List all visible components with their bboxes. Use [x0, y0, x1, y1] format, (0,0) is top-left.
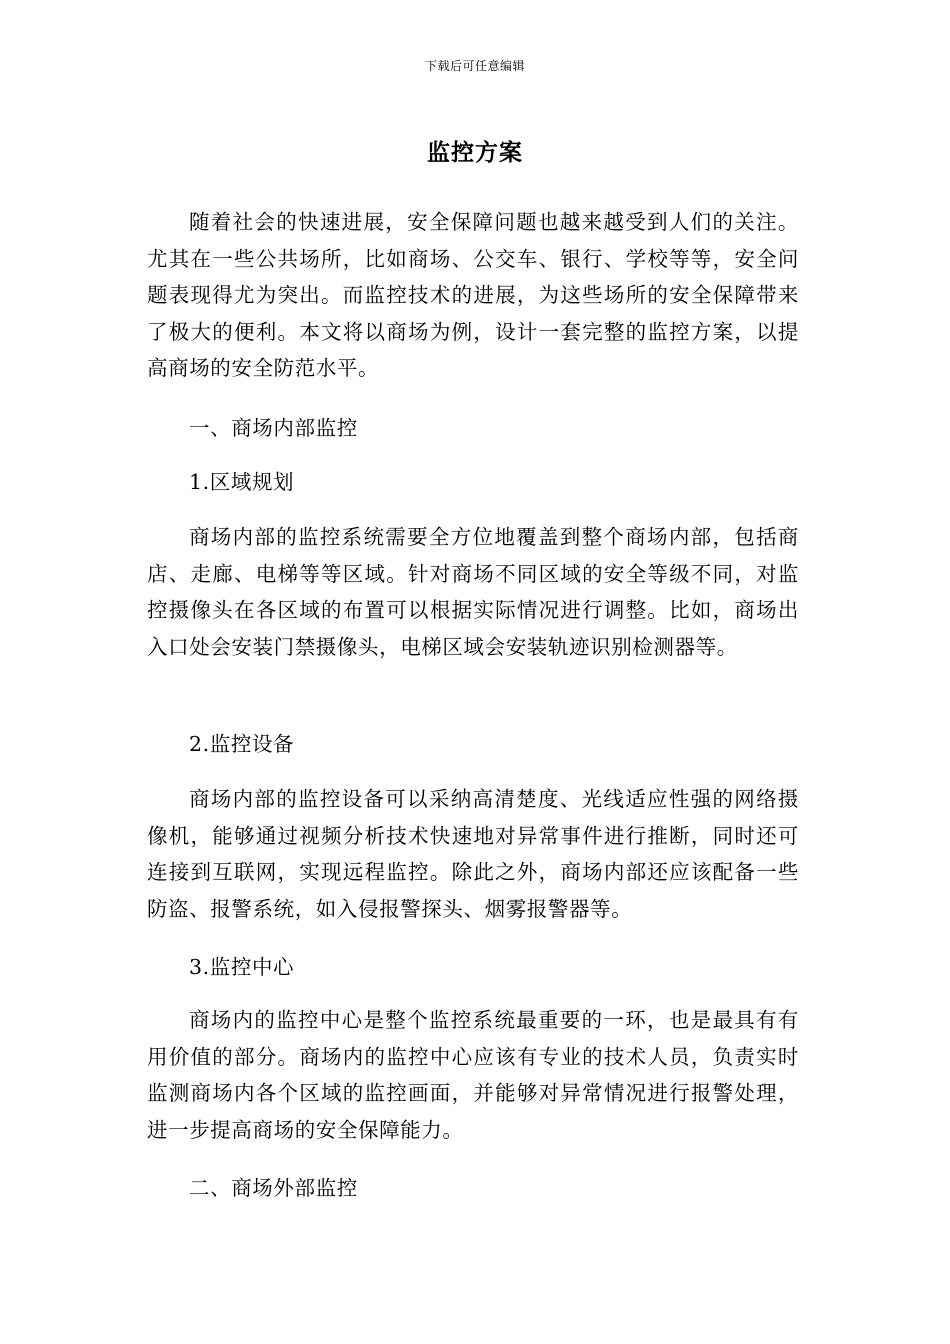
subsection-3-paragraph: 商场内的监控中心是整个监控系统最重要的一环，也是最具有有用价值的部分。商场内的监控中心应该有专业的技术人员，负责实时监测商场内各个区域的监控画面，并能够对异常情况进行报警处理，进一步提高商场的安全保障能力。: [147, 1008, 799, 1142]
document-title: 监控方案: [427, 140, 523, 166]
subsection-1-heading: 1.区域规划: [189, 470, 295, 494]
subsection-3-heading: 3.监控中心: [189, 955, 295, 979]
subsection-1-paragraph: 商场内部的监控系统需要全方位地覆盖到整个商场内部，包括商店、走廊、电梯等等区域。针对商场不同区域的安全等级不同，对监控摄像头在各区域的布置可以根据实际情况进行调整。比如，商场出入口处会安装门禁摄像头，电梯区域会安装轨迹识别检测器等。: [147, 525, 799, 659]
intro-paragraph: 随着社会的快速进展，安全保障问题也越来越受到人们的关注。尤其在一些公共场所，比如商场、公交车、银行、学校等等，安全问题表现得尤为突出。而监控技术的进展，为这些场所的安全保障带来了极大的便利。本文将以商场为例，设计一套完整的监控方案，以提高商场的安全防范水平。: [147, 210, 799, 380]
section-1-heading: 一、商场内部监控: [189, 416, 358, 440]
header-note: 下载后可任意编辑: [424, 59, 525, 73]
subsection-2-paragraph: 商场内部的监控设备可以采纳高清楚度、光线适应性强的网络摄像机，能够通过视频分析技术快速地对异常事件进行推断，同时还可连接到互联网，实现远程监控。除此之外，商场内部还应该配备一些防盗、报警系统，如入侵报警探头、烟雾报警器等。: [147, 787, 799, 921]
section-2-heading: 二、商场外部监控: [189, 1176, 358, 1200]
subsection-2-heading: 2.监控设备: [189, 732, 295, 756]
